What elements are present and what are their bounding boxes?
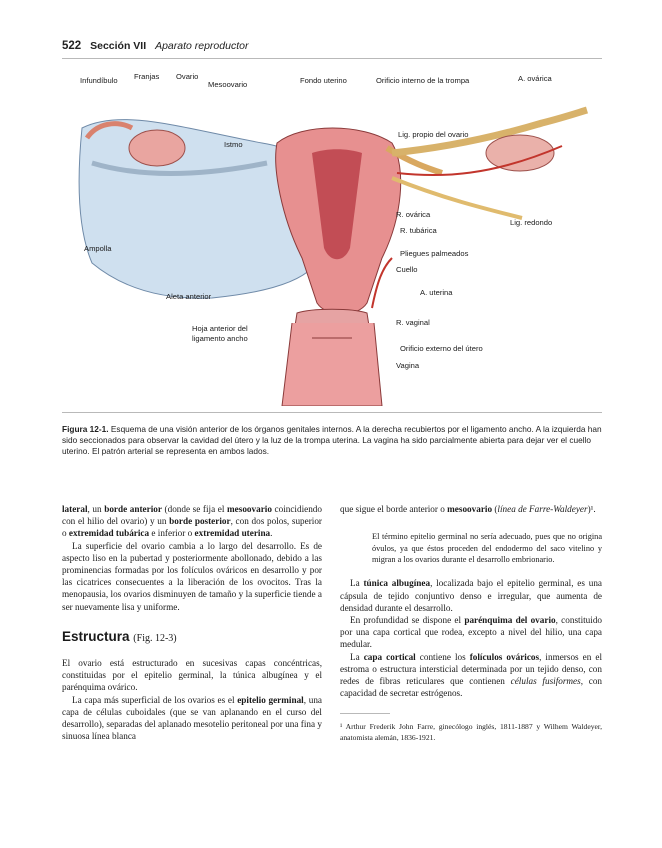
text-run: línea de Farre-Waldeyer bbox=[497, 504, 588, 514]
text-run: mesoovario bbox=[227, 504, 272, 514]
text-run: borde anterior bbox=[104, 504, 162, 514]
label-vagina: Vagina bbox=[396, 361, 420, 370]
right-p1 bbox=[340, 503, 602, 515]
text-run: , localizada bajo el epitelio germinal, es una cápsula de tejido conjuntivo denso e irregular, que aumenta de densidad durante el desarrollo. bbox=[340, 578, 602, 613]
text-run: capa cortical bbox=[363, 651, 416, 662]
footnote-rule bbox=[340, 713, 390, 714]
label-a-ovarica: A. ovárica bbox=[518, 74, 552, 83]
text-run: . bbox=[270, 528, 273, 539]
text-run: túnica albugínea bbox=[363, 578, 431, 589]
text-run: contiene los bbox=[415, 651, 470, 662]
text-run: , una capa de células cuboidales (que se van aplanando en el curso del desarrollo), separadas del aplanado mesotelio peritoneal por una fina y sinuosa línea blanca bbox=[62, 694, 322, 742]
figure-rule bbox=[62, 412, 602, 413]
text-run: , un bbox=[87, 504, 105, 514]
label-infundibulo: Infundíbulo bbox=[80, 76, 118, 85]
label-hoja-2: ligamento ancho bbox=[192, 334, 248, 343]
left-p2: La superficie del ovario cambia a lo largo del desarrollo. Es de aspecto liso en la pubertad y posteriormente abollonado, debido a las prominencias formadas por los folículos ováricos en desarrollo y por las cicatrices consecuentes a la liberación de los ovocitos. Tras la menopausia, los ovarios disminuyen de tamaño y la superficie tiende a ser nuevamente lisa y uniforme. bbox=[62, 540, 322, 612]
figure-caption bbox=[62, 424, 602, 458]
section-heading bbox=[62, 628, 322, 645]
text-run: (donde se fija el bbox=[161, 504, 228, 514]
label-fondo-uterino: Fondo uterino bbox=[300, 76, 347, 85]
text-run: extremidad uterina bbox=[194, 528, 271, 539]
heading-text: Estructura bbox=[62, 628, 130, 644]
left-p3: El ovario está estructurado en sucesivas capas concéntricas, constituidas por el epitelio germinal, la túnica albugínea y el parénquima ovárico. bbox=[62, 658, 322, 693]
text-run: La bbox=[350, 651, 364, 662]
label-ovario: Ovario bbox=[176, 72, 199, 81]
vagina bbox=[282, 323, 382, 406]
text-run: parénquima del ovario bbox=[464, 615, 556, 626]
section-label: Sección VII bbox=[90, 40, 147, 52]
right-column bbox=[340, 503, 602, 743]
label-istmo: Istmo bbox=[224, 140, 243, 149]
text-run: , con capacidad de secretar estrógenos. bbox=[340, 676, 603, 699]
left-p1 bbox=[62, 503, 322, 540]
ovary-left bbox=[129, 130, 185, 166]
label-orificio-trompa: Orificio interno de la trompa bbox=[376, 76, 470, 85]
label-mesoovario: Mesoovario bbox=[208, 80, 248, 89]
label-orificio-externo: Orificio externo del útero bbox=[400, 344, 483, 353]
text-run: En profundidad se dispone el bbox=[350, 615, 465, 626]
running-header bbox=[62, 40, 248, 52]
text-run: epitelio germinal bbox=[237, 694, 304, 705]
label-r-vaginal: R. vaginal bbox=[396, 318, 430, 327]
label-hoja-1: Hoja anterior del bbox=[192, 324, 248, 333]
header-rule bbox=[62, 58, 602, 59]
heading-ref: (Fig. 12-3) bbox=[133, 632, 177, 644]
text-run: ( bbox=[492, 504, 498, 514]
label-cuello: Cuello bbox=[396, 265, 418, 274]
left-p4 bbox=[62, 694, 322, 743]
footnote: ¹ Arthur Frederik John Farre, ginecólogo inglés, 1811-1887 y Wilhem Waldeyer, anatomista alemán, 1836-1921. bbox=[340, 722, 602, 742]
text-run: , con dos polos, superior o bbox=[62, 516, 322, 539]
text-run: borde posterior bbox=[169, 516, 231, 527]
label-aleta: Aleta anterior bbox=[166, 292, 212, 301]
text-run: e inferior o bbox=[149, 528, 195, 539]
text-run: lateral bbox=[62, 504, 88, 514]
text-run: coincidiendo con el hilio del ovario) y un bbox=[62, 504, 322, 527]
text-run: células fusiformes bbox=[510, 676, 581, 687]
caption-label: Figura 12-1. bbox=[62, 424, 109, 434]
label-r-ovarica: R. ovárica bbox=[396, 210, 431, 219]
page-number: 522 bbox=[62, 40, 82, 52]
right-p4 bbox=[340, 651, 602, 700]
label-pliegues: Pliegues palmeados bbox=[400, 249, 469, 258]
text-run: extremidad tubárica bbox=[68, 528, 150, 539]
text-run: , constituido por una capa cortical que rodea, excepto a nivel del hilio, una capa medular. bbox=[340, 615, 603, 650]
label-a-uterina: A. uterina bbox=[420, 288, 453, 297]
label-r-tubarica: R. tubárica bbox=[400, 226, 437, 235]
right-p3 bbox=[340, 614, 602, 651]
label-franjas: Franjas bbox=[134, 72, 160, 81]
label-lig-redondo: Lig. redondo bbox=[510, 218, 553, 227]
anatomy-illustration bbox=[62, 68, 600, 406]
section-title: Aparato reproductor bbox=[155, 40, 249, 52]
text-run: que sigue el borde anterior o bbox=[340, 504, 448, 514]
right-p2 bbox=[340, 577, 602, 614]
label-lig-propio: Lig. propio del ovario bbox=[398, 130, 469, 139]
text-run: mesoovario bbox=[447, 504, 493, 514]
right-note: El término epitelio germinal no sería adecuado, pues que no origina óvulos, ya que éstos proceden del endodermo del saco vitelino y migran a los ovarios durante el desarrollo embrionario. bbox=[372, 532, 602, 565]
caption-text: Esquema de una visión anterior de los órganos genitales internos. A la derecha recubiertos por el ligamento ancho. A la izquierda han sido seccionados para observar la cavidad del útero y la luz de la trompa uterina. La vagina ha sido parcialmente abierta para dejar ver el cuello uterino. El patrón arterial se representa en ambos lados. bbox=[62, 424, 602, 457]
text-run: )¹. bbox=[587, 504, 596, 514]
label-ampolla: Ampolla bbox=[84, 244, 112, 253]
text-run: La bbox=[350, 578, 364, 589]
anatomy-figure bbox=[62, 68, 600, 406]
text-run: , inmersos en el estroma o estructura intersticial determinada por un tejido denso, con redes de fibras reticulares que contienen bbox=[340, 651, 602, 687]
text-run: La capa más superficial de los ovarios es el bbox=[72, 694, 238, 705]
text-run: folículos ováricos bbox=[469, 651, 540, 662]
left-column bbox=[62, 503, 322, 742]
